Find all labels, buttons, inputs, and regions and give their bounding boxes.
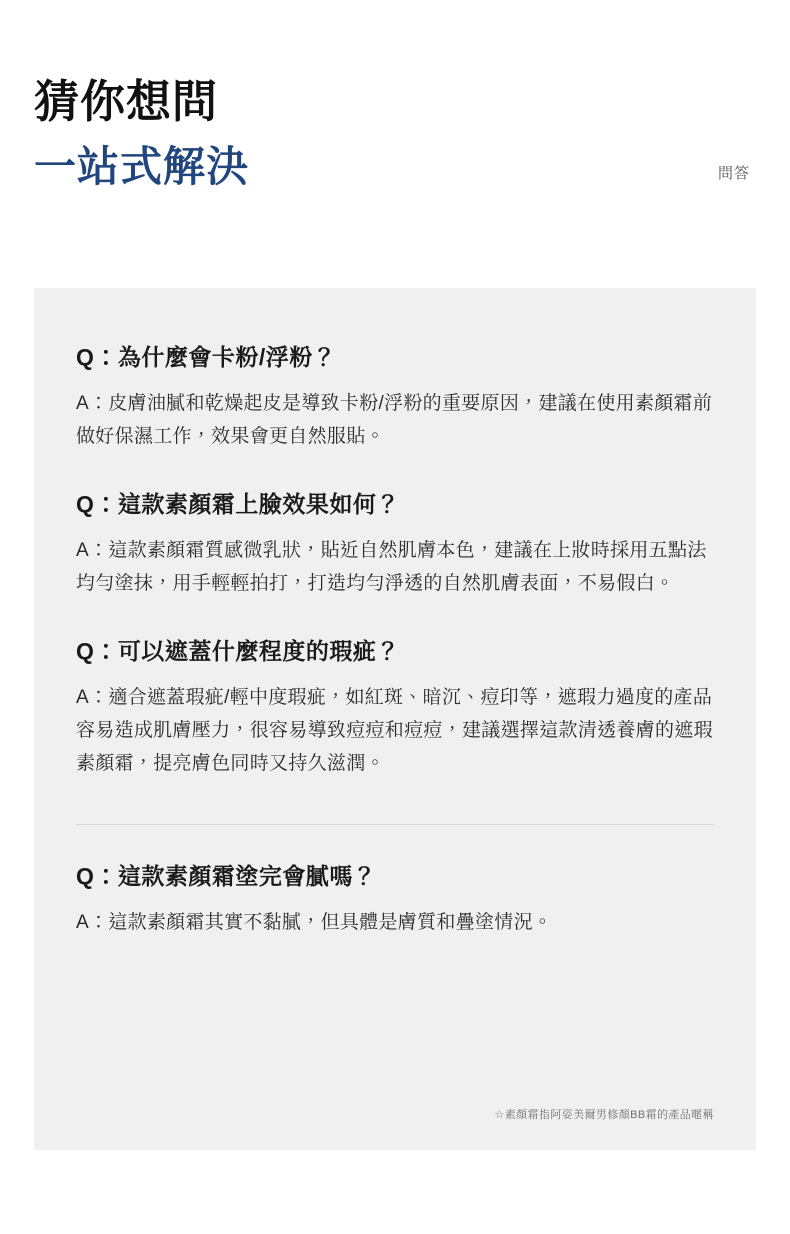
faq-question: Q：這款素顏霜塗完會膩嗎？	[76, 863, 377, 890]
faq-question: Q：為什麼會卡粉/浮粉？	[76, 344, 337, 370]
page-subtitle: 一站式解決	[34, 143, 250, 191]
faq-answer: A：皮膚油膩和乾燥起皮是導致卡粉/浮粉的重要原因，建議在使用素顏霜前做好保濕工作，效果會更自然服貼。	[76, 392, 713, 447]
faq-item	[76, 859, 714, 939]
footnote-text: ☆素顏霜指阿姿美爾男修顏BB霜的產品暱稱	[494, 1109, 714, 1121]
faq-answer: A：這款素顏霜其實不黏膩，但具體是膚質和疊塗情況。	[76, 911, 553, 933]
faq-item	[76, 634, 714, 780]
subtitle-row	[34, 145, 756, 189]
faq-question: Q：可以遮蓋什麼程度的瑕疵？	[76, 638, 400, 664]
faq-item	[76, 340, 714, 453]
section-divider	[76, 824, 714, 825]
faq-answer: A：這款素顏霜質感微乳狀，貼近自然肌膚本色，建議在上妝時採用五點法均勻塗抹，用手輕輕拍打，打造均勻淨透的自然肌膚表面，不易假白。	[76, 539, 707, 594]
faq-question: Q：這款素顏霜上臉效果如何？	[76, 491, 400, 517]
faq-item	[76, 487, 714, 600]
page-header	[0, 0, 790, 189]
page-title: 猜你想問	[34, 76, 219, 127]
faq-panel	[34, 288, 756, 1150]
section-tag: 問答	[717, 165, 750, 183]
faq-answer: A：適合遮蓋瑕疵/輕中度瑕疵，如紅斑、暗沉、痘印等，遮瑕力過度的產品容易造成肌膚壓力，很容易導致痘痘和痘痘，建議選擇這款清透養膚的遮瑕素顏霜，提亮膚色同時又持久滋潤。	[76, 686, 713, 774]
